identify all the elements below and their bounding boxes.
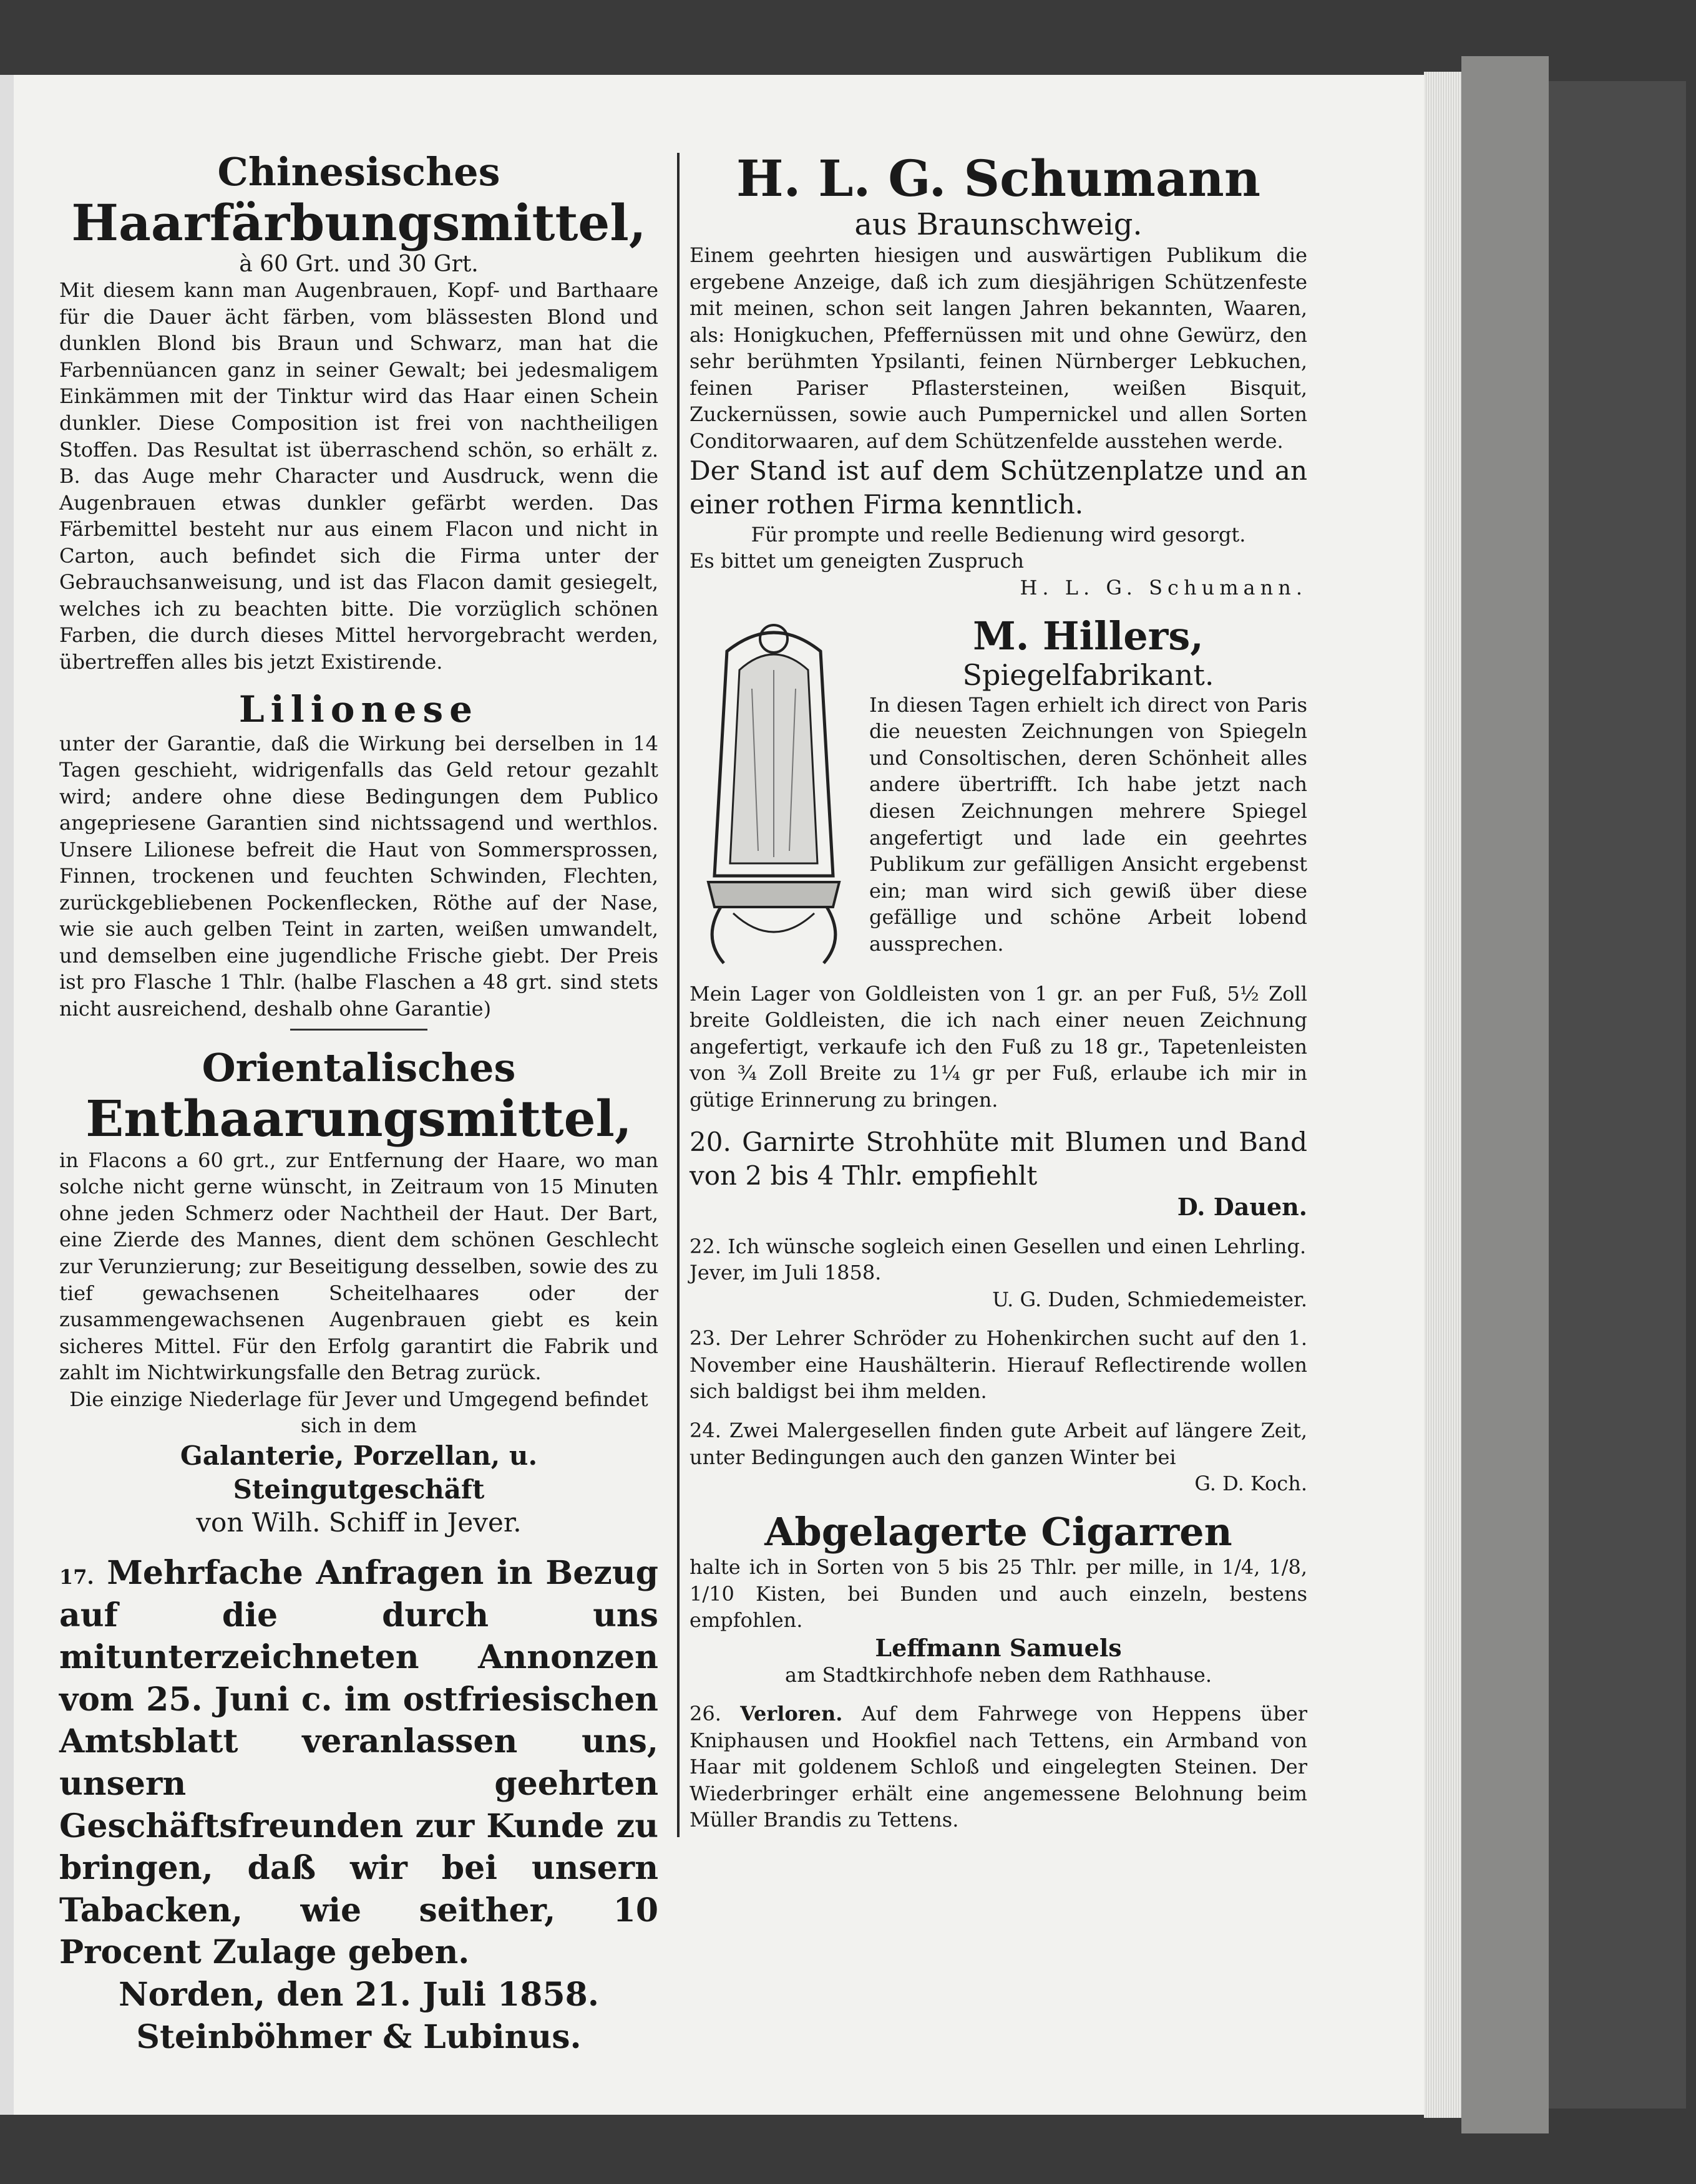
- ad-title: Abgelagerte Cigarren: [764, 1508, 1232, 1555]
- separator-rule: [290, 1029, 427, 1031]
- column-divider: [677, 153, 680, 1837]
- ad-cigars: [690, 1510, 1307, 1688]
- ad-request: Es bittet um geneigten Zuspruch: [690, 549, 1024, 573]
- book-spine: [1549, 81, 1686, 2109]
- ad-24-painters: [690, 1417, 1307, 1497]
- ad-text: halte ich in Sorten von 5 bis 25 Thlr. per mille, in 1/4, 1/8, 1/10 Kisten, bei Bunden und auch einzeln, bestens empfohlen.: [690, 1555, 1307, 1633]
- ad-text-2: Mein Lager von Goldleisten von 1 gr. an per Fuß, 5½ Zoll breite Goldleisten, die ich nach einer neuen Zeichnung angefertigt, verkaufe ich den Fuß zu 18 gr., Tapetenleisten von ¾ Zoll Breite zu 1¼ gr per Fuß, erlaube ich mir in gütige Erinnerung zu bringen.: [690, 981, 1307, 1112]
- left-column: [59, 150, 658, 2070]
- ad-signature: Leffmann Samuels: [875, 1633, 1122, 1662]
- ad-shop: Galanterie, Porzellan, u. Steingutgeschäft: [180, 1440, 538, 1505]
- ad-title-main: Haarfärbungsmittel,: [71, 193, 646, 253]
- ad-text: 23. Der Lehrer Schröder zu Hohenkirchen sucht auf den 1. November eine Haushälterin. Hierauf Reflectirende wollen sich baldigst bei ihm melden.: [690, 1326, 1307, 1404]
- ad-text: In diesen Tagen erhielt ich direct von Paris die neuesten Zeichnungen von Spiegeln und Consoltischen, deren Schönheit alles andere übertrifft. Ich habe jetzt nach diesen Zeichnungen mehrere Spiegel angefertigt und lade ein geehrtes Publikum zur gefälligen Ansicht ergebenst ein; man wird sich gewiß über diese gefällige und schöne Arbeit lobend aussprechen.: [869, 692, 1307, 956]
- ad-owner: von Wilh. Schiff in Jever.: [196, 1507, 522, 1538]
- ad-signature: U. G. Duden, Schmiedemeister.: [992, 1287, 1307, 1311]
- page-edges: [1424, 72, 1461, 2118]
- ad-title: Orientalisches: [202, 1044, 516, 1090]
- ad-service: Für prompte und reelle Bedienung wird gesorgt.: [751, 522, 1246, 546]
- ad-chinese-hair-dye: [59, 150, 658, 676]
- ad-number: 17.: [59, 1565, 94, 1589]
- ad-text: in Flacons a 60 grt., zur Entfernung der Haare, wo man solche nicht gerne wünscht, in Zeitraum von 15 Minuten ohne jeden Schmerz oder Nachtheil der Haut. Der Bart, eine Zierde des Mannes, dient dem schönen Geschlecht zur Verunzierung; zur Beseitigung desselben, sowie des zu tief gewachsenen Scheitelhaares oder der zusammengewachsenen Augenbrauen giebt es kein sicheres Mittel. Für den Erfolg garantirt die Fabrik und zahlt im Nichtwirkungsfalle den Betrag zurück.: [59, 1148, 658, 1385]
- mirror-illustration-svg: [690, 614, 858, 976]
- ad-20-straw-hats: [690, 1125, 1307, 1221]
- mirror-illustration: [690, 614, 858, 976]
- ad-26-lost: [690, 1701, 1307, 1833]
- ad-signature: Steinböhmer & Lubinus.: [136, 2017, 582, 2056]
- ad-schumann: [690, 150, 1307, 601]
- right-column: [690, 150, 1307, 1846]
- ad-title-main: Enthaarungsmittel,: [85, 1089, 632, 1148]
- ad-number: 26.: [690, 1702, 721, 1726]
- ad-text: 20. Garnirte Strohhüte mit Blumen und Band von 2 bis 4 Thlr. empfiehlt: [690, 1127, 1307, 1191]
- ad-signature: G. D. Koch.: [1194, 1472, 1307, 1496]
- ad-17-tobacco: [59, 1552, 658, 2058]
- ad-text: Mit diesem kann man Augenbrauen, Kopf- und Barthaare für die Dauer ächt färben, vom blässesten Blond und dunklen Blond bis Braun und Schwarz, man hat die Farbennüancen ganz in seiner Gewalt; bei jedesmaligem Einkämmen mit der Tinktur wird das Haar einen Schein dunkler. Diese Composition ist frei von nachtheiligen Stoffen. Das Resultat ist überraschend schön, so erhält z. B. das Auge mehr Character und Ausdruck, wenn die Augenbrauen etwas dunkler gefärbt werden. Das Färbemittel besteht nur aus einem Flacon und nicht in Carton, auch befindet sich die Firma unter der Gebrauchsanweisung, und ist das Flacon damit gesiegelt, welches ich zu beachten bitte. Die vorzüglich schönen Farben, die durch dieses Mittel hervorgebracht werden, übertreffen alles bis jetzt Existirende.: [59, 278, 658, 674]
- left-page-edge: [0, 75, 14, 2115]
- ad-text: 22. Ich wünsche sogleich einen Gesellen und einen Lehrling.: [690, 1234, 1307, 1258]
- ad-text: Einem geehrten hiesigen und auswärtigen Publikum die ergebene Anzeige, daß ich zum diesjährigen Schützenfeste mit meinen, schon seit langen Jahren bekannten, Waaren, als: Honigkuchen, Pfeffernüssen mit und ohne Gewürz, den sehr berühmten Ypsilanti, feinen Nürnberger Lebkuchen, feinen Pariser Pflastersteinen, weißen Bisquit, Zuckernüssen, sowie auch Pumpernickel und allen Sorten Conditorwaaren, auf dem Schützenfelde ausstehen werde.: [690, 243, 1307, 453]
- ad-price: à 60 Grt. und 30 Grt.: [239, 251, 479, 278]
- ad-signature: D. Dauen.: [1177, 1192, 1307, 1221]
- ad-22-apprentice: [690, 1233, 1307, 1313]
- ad-title: M. Hillers,: [973, 613, 1204, 659]
- ad-stand: Der Stand ist auf dem Schützenplatze und an einer rothen Firma kenntlich.: [690, 455, 1307, 520]
- ad-place-date: Jever, im Juli 1858.: [690, 1261, 882, 1285]
- ad-text: unter der Garantie, daß die Wirkung bei derselben in 14 Tagen geschieht, widrigenfalls das Geld retour gezahlt wird; andere ohne diese Bedingungen dem Publico angepriesene Garantien sind nichtssagend und werthlos. Unsere Lilionese befreit die Haut von Sommersprossen, Finnen, trockenen und feuchten Schwinden, Flechten, zurückgebliebenen Pockenflecken, Röthe auf der Nase, wie sie auch gelben Teint in zarten, weißen umwandelt, und demselben eine jugendliche Frische giebt. Der Preis ist pro Flasche 1 Thlr. (halbe Flaschen a 48 grt. sind stets nicht ausreichend, deshalb ohne Garantie): [59, 731, 658, 1021]
- ad-text: Auf dem Fahrwege von Heppens über Kniphausen und Hookfiel nach Tettens, ein Armband von Haar mit goldenem Schloß und eingelegten Steinen. Der Wiederbringer erhält eine angemessene Belohnung beim Müller Brandis zu Tettens.: [690, 1702, 1308, 1832]
- ad-address: am Stadtkirchhofe neben dem Rathhause.: [785, 1662, 1212, 1687]
- ad-signature: H. L. G. Schumann.: [1020, 575, 1307, 599]
- ad-place-date: Norden, den 21. Juli 1858.: [119, 1976, 599, 2014]
- ad-lilionese: [59, 688, 658, 1031]
- ad-title: Chinesisches: [217, 149, 500, 195]
- ad-title: Lilionese: [238, 687, 479, 730]
- book-cover: [1461, 56, 1549, 2133]
- ad-text: 24. Zwei Malergesellen finden gute Arbeit auf längere Zeit, unter Bedingungen auch den ganzen Winter bei: [690, 1419, 1307, 1469]
- ad-subtitle: aus Braunschweig.: [854, 207, 1143, 242]
- ad-subtitle: Spiegelfabrikant.: [962, 658, 1214, 692]
- ad-text: Mehrfache Anfragen in Bezug auf die durch uns mitunterzeichneten Annonzen vom 25. Juni c. im ostfriesischen Amtsblatt veranlassen uns, unsern geehrten Geschäftsfreunden zur Kunde zu bringen, daß wir bei unsern Tabacken, wie seither, 10 Procent Zulage geben.: [59, 1554, 658, 1972]
- ad-depot: Die einzige Niederlage für Jever und Umgegend befindet sich in dem: [69, 1387, 648, 1438]
- ad-23-housekeeper: [690, 1325, 1307, 1405]
- ad-heading: Verloren.: [740, 1702, 843, 1726]
- ad-title: H. L. G. Schumann: [736, 149, 1261, 208]
- ad-hillers: [690, 614, 1307, 1114]
- ad-depilatory: [59, 1046, 658, 1540]
